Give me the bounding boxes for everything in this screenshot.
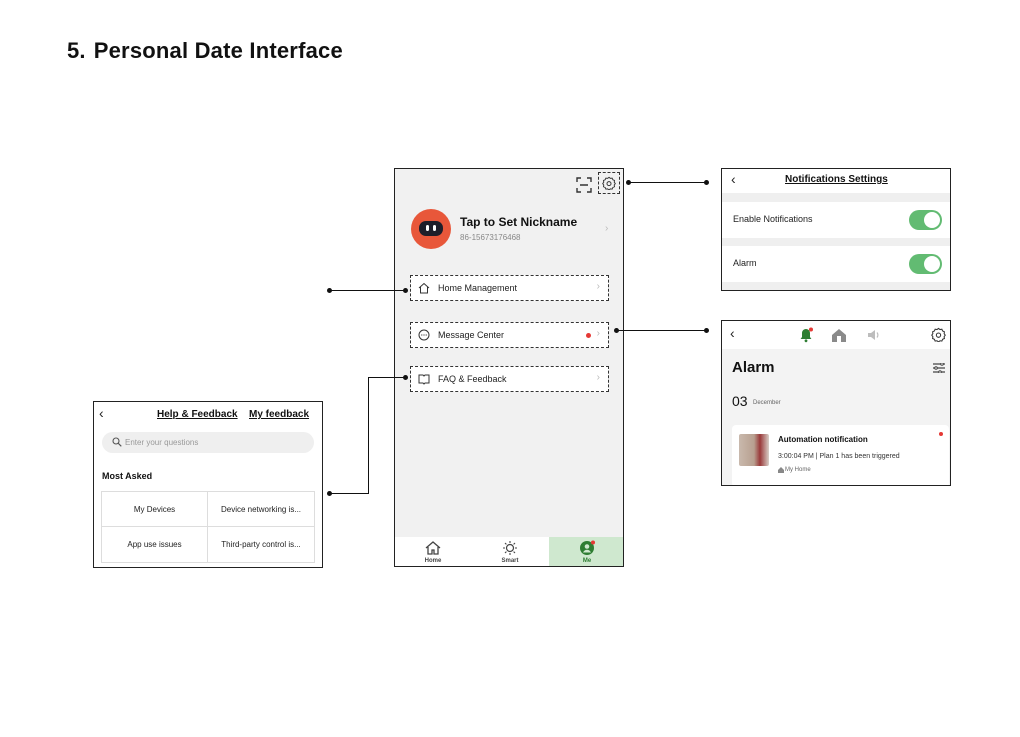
connector-dot [327, 491, 332, 496]
help-feedback-title: Help & Feedback [157, 409, 238, 420]
connector-line [628, 182, 706, 183]
gear-icon[interactable] [931, 327, 946, 342]
bottom-tab-bar [395, 537, 624, 567]
back-icon[interactable]: ‹ [731, 171, 736, 187]
search-placeholder: Enter your questions [125, 438, 199, 447]
date-day: 03 [732, 393, 748, 409]
filter-icon[interactable] [933, 363, 945, 373]
faq-grid [101, 491, 315, 563]
alarm-toggle[interactable] [909, 254, 942, 274]
notification-title: Automation notification [778, 435, 868, 444]
page-title: Notifications Settings [785, 174, 888, 185]
nickname-label[interactable]: Tap to Set Nickname [460, 215, 578, 229]
connector-dot [704, 180, 709, 185]
setting-label: Enable Notifications [733, 214, 813, 224]
notification-card[interactable] [732, 425, 949, 486]
my-feedback-link[interactable]: My feedback [249, 409, 310, 420]
setting-row-alarm [722, 246, 950, 282]
book-icon [418, 373, 430, 385]
connector-dot [403, 288, 408, 293]
connector-line [329, 290, 407, 291]
home-icon [424, 540, 442, 556]
tab-label: Me [582, 558, 592, 564]
menu-label: Message Center [438, 330, 505, 340]
faq-item[interactable]: Third-party control is... [221, 540, 301, 549]
menu-message-center[interactable] [410, 322, 609, 348]
connector-line [369, 377, 406, 378]
settings-button[interactable] [598, 172, 620, 194]
home-small-icon [778, 467, 784, 473]
message-center-screen [721, 320, 951, 486]
notification-home: My Home [785, 467, 811, 473]
tab-smart[interactable] [472, 537, 548, 567]
search-icon [112, 437, 122, 447]
faq-item[interactable]: App use issues [102, 527, 208, 562]
help-feedback-screen [93, 401, 323, 568]
section-number: 5. [67, 38, 86, 63]
connector-line [329, 493, 369, 494]
menu-label: FAQ & Feedback [438, 374, 507, 384]
connector-line [368, 377, 369, 494]
setting-label: Alarm [733, 258, 757, 268]
setting-row-enable-notifications [722, 202, 950, 238]
chevron-right-icon: › [596, 372, 600, 383]
section-title: Most Asked [102, 471, 153, 481]
tab-home[interactable] [395, 537, 471, 567]
section-title: Personal Date Interface [93, 38, 343, 63]
back-icon[interactable]: ‹ [730, 325, 735, 341]
notification-settings-screen [721, 168, 951, 291]
unread-badge [939, 432, 943, 436]
chevron-right-icon: › [605, 223, 609, 234]
message-nav-bar [722, 321, 950, 349]
connector-line [616, 330, 706, 331]
phone-number: 86-15673176468 [460, 233, 521, 242]
bell-icon[interactable] [798, 327, 814, 343]
faq-item[interactable]: Device networking is... [208, 492, 314, 527]
page-title: Alarm [732, 359, 775, 376]
back-icon[interactable]: ‹ [99, 405, 104, 421]
house-icon[interactable] [831, 328, 847, 343]
enable-notifications-toggle[interactable] [909, 210, 942, 230]
scan-icon[interactable] [576, 177, 592, 193]
gear-icon [602, 176, 616, 190]
chat-bubble-icon [418, 329, 430, 341]
section-heading [67, 38, 343, 64]
unread-badge [586, 333, 591, 338]
date-month: December [753, 400, 781, 406]
tab-me[interactable] [549, 537, 624, 567]
faq-item[interactable]: My Devices [102, 492, 208, 527]
person-icon [578, 540, 596, 556]
me-screen [394, 168, 624, 567]
robot-face-icon [419, 221, 443, 236]
chevron-right-icon: › [596, 328, 600, 339]
notification-text: 3:00:04 PM | Plan 1 has been triggered [778, 453, 900, 460]
menu-faq-feedback[interactable] [410, 366, 609, 392]
sun-icon [501, 540, 519, 556]
speaker-icon[interactable] [866, 328, 882, 342]
connector-dot [704, 328, 709, 333]
tab-label: Smart [501, 558, 519, 564]
search-input[interactable] [102, 432, 314, 453]
notification-thumbnail [739, 434, 769, 466]
tab-label: Home [424, 558, 442, 564]
menu-home-management[interactable] [410, 275, 609, 301]
menu-label: Home Management [438, 283, 518, 293]
home-outline-icon [418, 282, 430, 294]
chevron-right-icon: › [596, 281, 600, 292]
avatar[interactable] [411, 209, 451, 249]
